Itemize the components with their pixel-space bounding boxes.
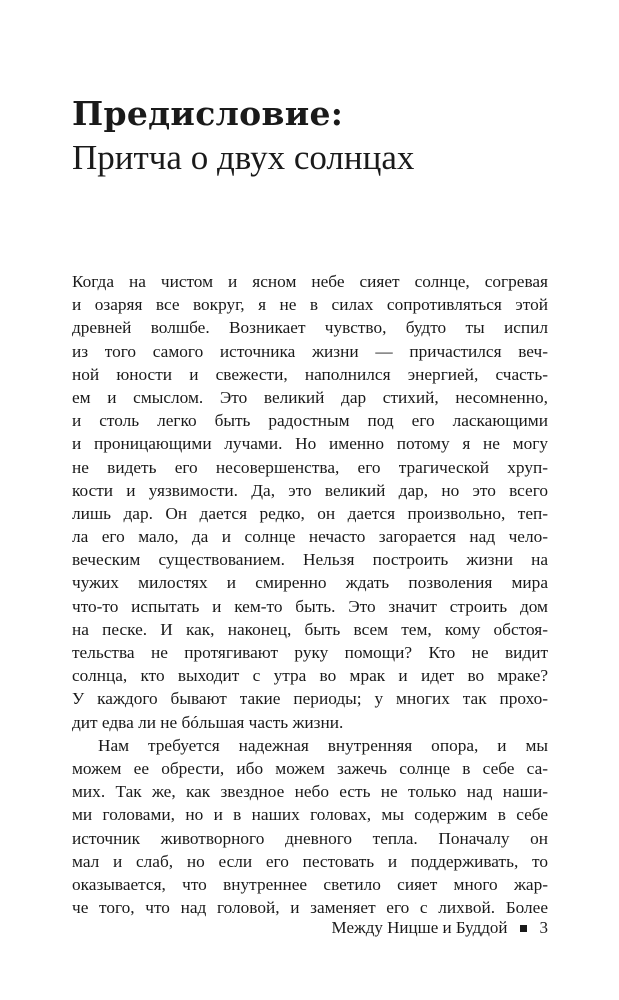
text-line: мих. Так же, как звездное небо есть не только над наши- [72,782,548,802]
text-line: на песке. И как, наконец, быть всем тем, кому обстоя- [72,619,548,639]
text-line: и столь легко быть радостным под его ласкающими [72,411,548,431]
text-line: древней волшбе. Возникает чувство, будто ты испил [72,318,548,338]
text-line: не видеть его несовершенства, его трагической хруп- [72,457,548,477]
text-line: оказывается, что внутреннее светило сияет много жар- [72,874,548,894]
body-text [72,270,548,918]
text-line: что-то испытать и кем-то быть. Это значит строить дом [72,596,548,616]
text-line: Когда на чистом и ясном небе сияет солнце, согревая [72,272,548,291]
text-line: че того, что над головой, и заменяет его с лихвой. Более [72,898,548,918]
chapter-title [72,92,552,180]
text-line: веческим существованием. Нельзя построить жизни на [72,550,548,570]
text-line: кости и уязвимости. Да, это великий дар, но это всего [72,480,548,500]
text-line: мал и слаб, но если его пестовать и поддерживать, то [72,851,548,871]
chapter-title-sub: Притча о двух солнцах [72,138,415,177]
page-number: 3 [539,918,548,937]
page-footer [72,916,548,940]
text-line: Нам требуется надежная внутренняя опора, и мы [98,735,548,755]
text-line: из того самого источника жизни — причастился веч- [72,341,548,361]
text-line: ми головами, но и в наших головах, мы содержим в себе [72,805,548,825]
text-line: ла его мало, да и солнце нечасто загорается над чело- [72,527,548,547]
text-line: ем и смыслом. Это великий дар стихий, несомненно, [72,387,548,407]
text-line: лишь дар. Он дается редко, он дается произвольно, теп- [72,503,548,523]
running-title: Между Ницше и Буддой [331,918,508,937]
text-line: и озаряя все вокруг, я не в силах сопротивляться этой [72,295,548,315]
text-line: У каждого бывают такие периоды; у многих так прохо- [72,689,548,709]
text-line: солнца, кто выходит с утра во мрак и идет во мраке? [72,666,548,686]
text-line: и проницающими лучами. Но именно потому я не могу [72,434,548,454]
text-line: можем ее обрести, ибо можем зажечь солнце в себе са- [72,758,548,778]
square-bullet-icon [520,925,527,932]
text-line: дит едва ли не бóльшая часть жизни. [72,712,344,732]
chapter-title-main: Предисловие: [72,94,344,133]
text-line: источник животворного дневного тепла. Поначалу он [72,828,548,848]
text-line: ной юности и свежести, наполнился энергией, счасть- [72,364,548,384]
text-line: тельства не протягивают руку помощи? Кто не видит [72,643,548,662]
text-line: чужих милостях и смиренно ждать позволения мира [72,573,548,593]
